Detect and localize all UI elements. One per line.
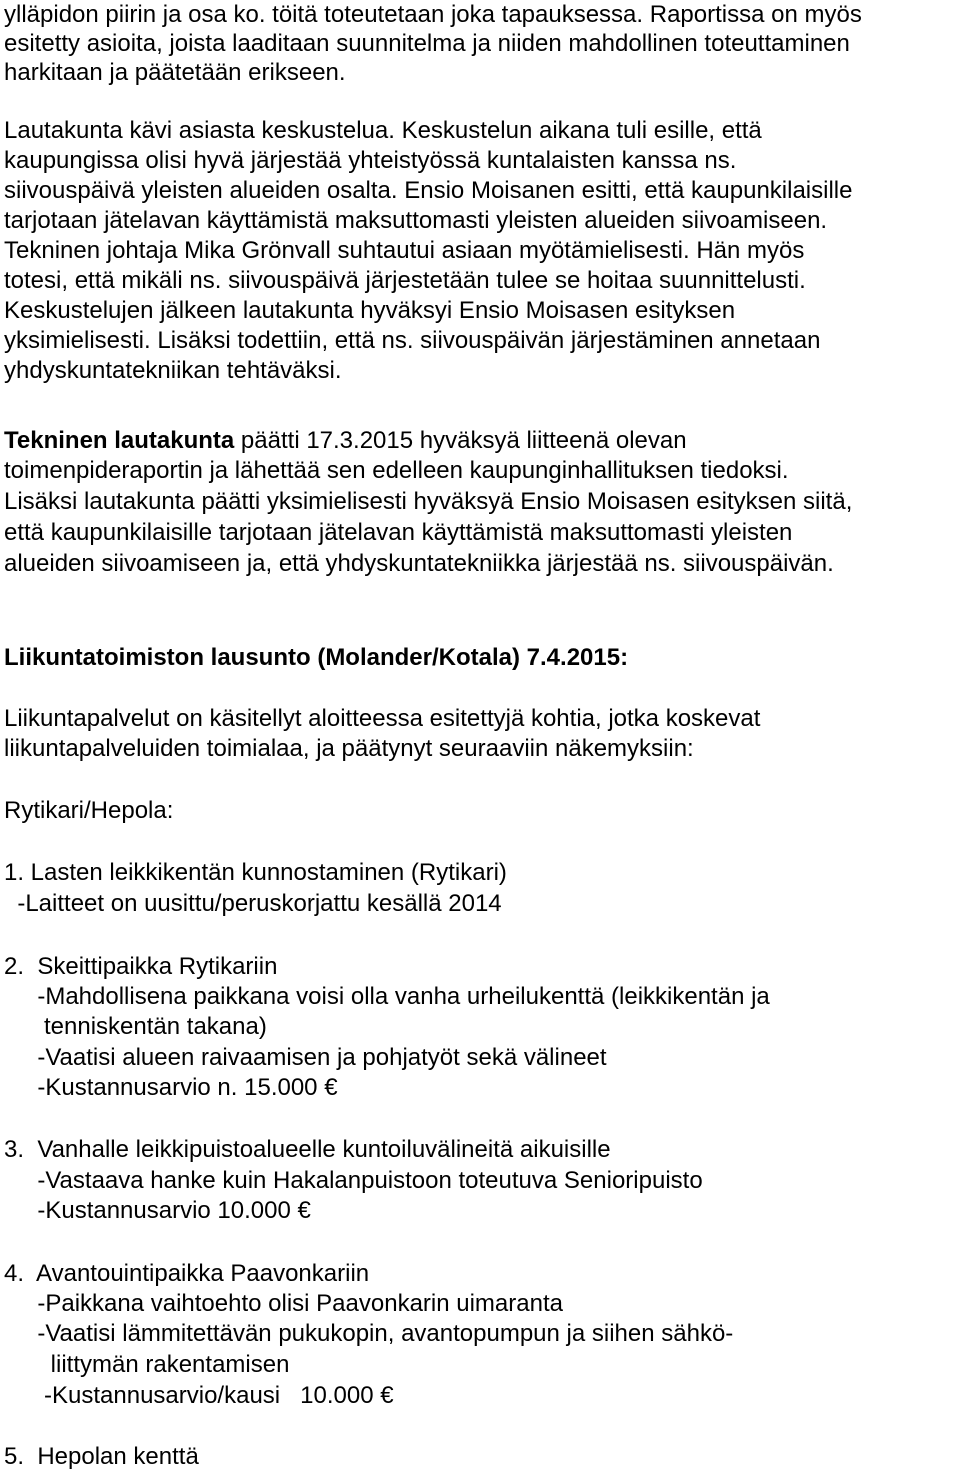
text-line: liikuntapalveluiden toimialaa, ja päätynyt seuraaviin näkemyksiin: [4,735,694,762]
section-heading-text: Liikuntatoimiston lausunto (Molander/Kotala) 7.4.2015: [4,644,629,671]
text-line: Lisäksi lautakunta päätti yksimielisesti hyväksyä Ensio Moisasen esityksen siitä, [4,488,853,515]
list-item-detail: -Paikkana vaihtoehto olisi Paavonkarin uimaranta [4,1290,563,1317]
list-item-title: 1. Lasten leikkikentän kunnostaminen (Rytikari) [4,859,507,886]
area-label: Rytikari/Hepola: [4,797,174,824]
text-line: Lautakunta kävi asiasta keskustelua. Keskustelun aikana tuli esille, että [4,117,762,144]
text-line: yhdyskuntatekniikan tehtäväksi. [4,357,342,384]
text-line: yksimielisesti. Lisäksi todettiin, että ns. siivouspäivän järjestäminen annetaan [4,327,821,354]
text-line: Liikuntapalvelut on käsitellyt aloitteessa esitettyjä kohtia, jotka koskevat [4,705,761,732]
text-line: ylläpidon piirin ja osa ko. töitä toteutetaan joka tapauksessa. Raportissa on myös [4,1,862,28]
text-line: alueiden siivoamiseen ja, että yhdyskuntatekniikka järjestää ns. siivouspäivän. [4,550,834,577]
text-line: että kaupunkilaisille tarjotaan jätelavan käyttämistä maksuttomasti yleisten [4,519,793,546]
list-item-detail: -Laitteet on uusittu/peruskorjattu kesällä 2014 [4,890,502,917]
list-item-title: 2. Skeittipaikka Rytikariin [4,953,278,980]
list-item-detail: -Kustannusarvio/kausi 10.000 € [4,1382,394,1409]
text-line: kaupungissa olisi hyvä järjestää yhteistyössä kuntalaisten kanssa ns. [4,147,737,174]
list-item-detail: -Vaatisi alueen raivaamisen ja pohjatyöt sekä välineet [4,1044,607,1071]
list-item-title: 4. Avantouintipaikka Paavonkariin [4,1260,370,1287]
text-line: Keskustelujen jälkeen lautakunta hyväksyi Ensio Moisasen esityksen [4,297,736,324]
list-item-title: 3. Vanhalle leikkipuistoalueelle kuntoiluvälineitä aikuisille [4,1136,611,1163]
text-line: esitetty asioita, joista laaditaan suunnitelma ja niiden mahdollinen toteuttaminen [4,30,850,57]
text-line: toimenpideraportin ja lähettää sen edelleen kaupunginhallituksen tiedoksi. [4,457,789,484]
text-line: totesi, että mikäli ns. siivouspäivä järjestetään tulee se hoitaa suunnittelusti. [4,267,806,294]
decision-lead: Tekninen lautakunta [4,427,235,454]
list-item-detail: -Mahdollisena paikkana voisi olla vanha urheilukenttä (leikkikentän ja [4,983,770,1010]
text-line: Tekninen johtaja Mika Grönvall suhtautui asiaan myötämielisesti. Hän myös [4,237,805,264]
text-line: harkitaan ja päätetään erikseen. [4,59,346,86]
list-item-detail: -Kustannusarvio 10.000 € [4,1197,311,1224]
list-item-detail: -Vaatisi lämmitettävän pukukopin, avantopumpun ja siihen sähkö- [4,1320,734,1347]
list-item-detail: -Vastaava hanke kuin Hakalanpuistoon toteutuva Senioripuisto [4,1167,703,1194]
text-line: siivouspäivä yleisten alueiden osalta. Ensio Moisanen esitti, että kaupunkilaisille [4,177,853,204]
list-item-title: 5. Hepolan kenttä [4,1443,199,1470]
list-item-detail: tenniskentän takana) [4,1013,267,1040]
decision-line [4,426,687,456]
decision-text: päätti 17.3.2015 hyväksyä liitteenä olevan [234,427,687,454]
section-heading [4,643,628,673]
list-item-detail: -Kustannusarvio n. 15.000 € [4,1074,338,1101]
list-item-detail: liittymän rakentamisen [4,1351,290,1378]
text-line: tarjotaan jätelavan käyttämistä maksuttomasti yleisten alueiden siivoamiseen. [4,207,828,234]
